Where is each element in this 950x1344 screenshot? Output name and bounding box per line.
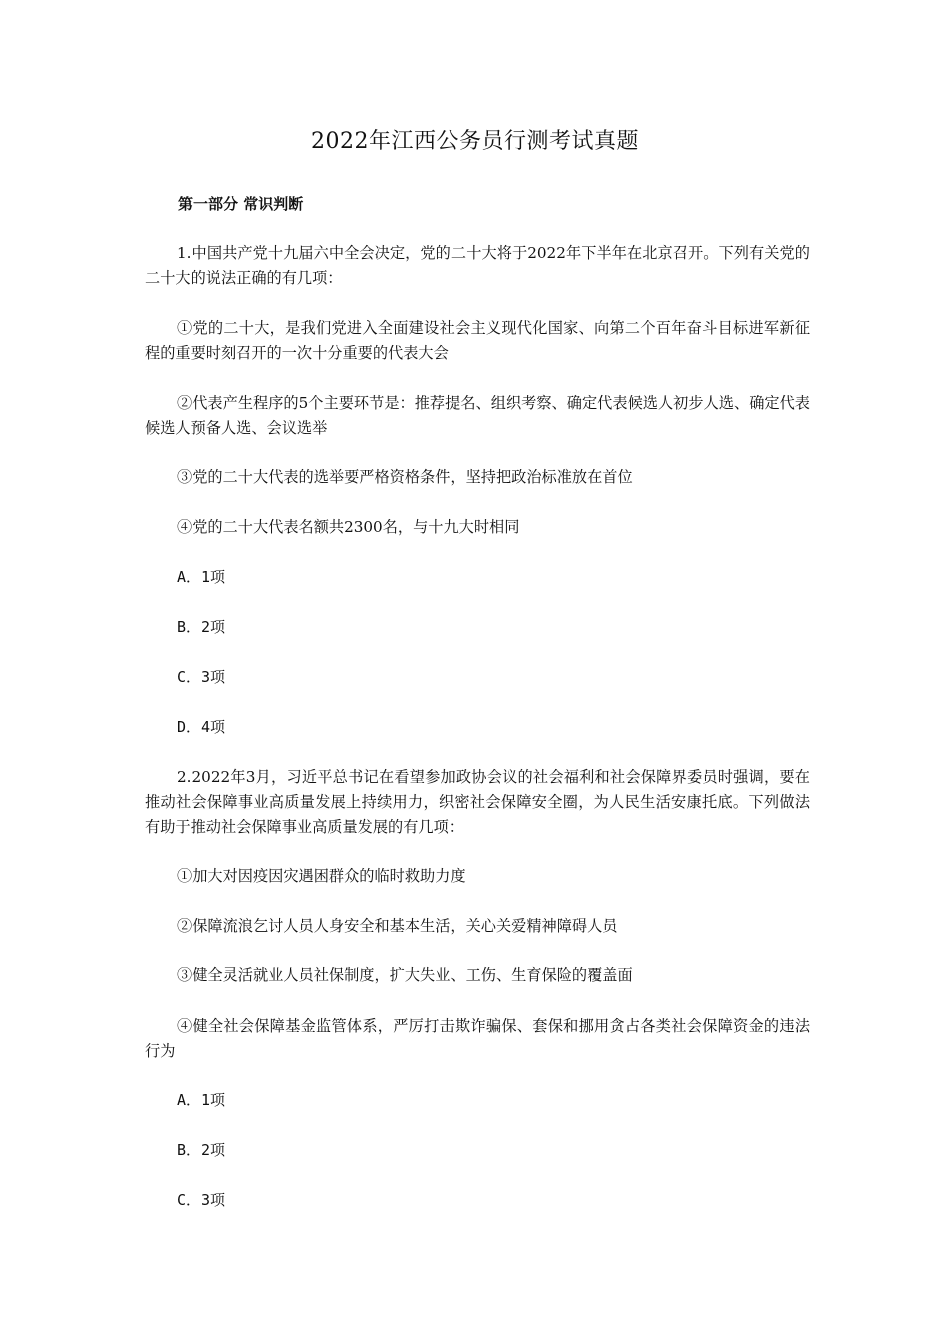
question-2-item-4: ④健全社会保障基金监管体系，严厉打击欺诈骗保、套保和挪用贪占各类社会保障资金的违法行为 — [145, 1017, 810, 1060]
question-1-option-c: C．3项 — [177, 668, 226, 686]
question-1-item-4: ④党的二十大代表名额共2300名，与十九大时相同 — [177, 518, 520, 536]
question-2-option-c: C．3项 — [177, 1191, 226, 1209]
question-2-item-2: ②保障流浪乞讨人员人身安全和基本生活，关心关爱精神障碍人员 — [177, 917, 618, 935]
question-1-item-1: ①党的二十大，是我们党进入全面建设社会主义现代化国家、向第二个百年奋斗目标进军新征程的重要时刻召开的一次十分重要的代表大会 — [145, 319, 810, 362]
question-2-option-a: A．1项 — [177, 1091, 226, 1109]
document-title: 2022年江西公务员行测考试真题 — [311, 129, 639, 154]
question-2-stem: 2.2022年3月，习近平总书记在看望参加政协会议的社会福利和社会保障界委员时强调，要在推动社会保障事业高质量发展上持续用力，织密社会保障安全圈，为人民生活安康托底。下列做法有助于推动社会保障事业高质量发展的有几项： — [145, 768, 810, 836]
question-1-option-d: D．4项 — [177, 718, 226, 736]
question-2-item-3: ③健全灵活就业人员社保制度，扩大失业、工伤、生育保险的覆盖面 — [177, 966, 633, 984]
question-2-item-1: ①加大对因疫因灾遇困群众的临时救助力度 — [177, 867, 466, 885]
section-heading: 第一部分 常识判断 — [178, 195, 304, 213]
question-1-item-2: ②代表产生程序的5个主要环节是：推荐提名、组织考察、确定代表候选人初步人选、确定代表候选人预备人选、会议选举 — [145, 394, 810, 437]
question-1-option-a: A．1项 — [177, 568, 226, 586]
question-1-item-3: ③党的二十大代表的选举要严格资格条件，坚持把政治标准放在首位 — [177, 468, 633, 486]
question-1-stem: 1.中国共产党十九届六中全会决定，党的二十大将于2022年下半年在北京召开。下列有关党的二十大的说法正确的有几项： — [145, 244, 810, 287]
question-2-option-b: B．2项 — [177, 1141, 226, 1159]
question-1-option-b: B．2项 — [177, 618, 226, 636]
